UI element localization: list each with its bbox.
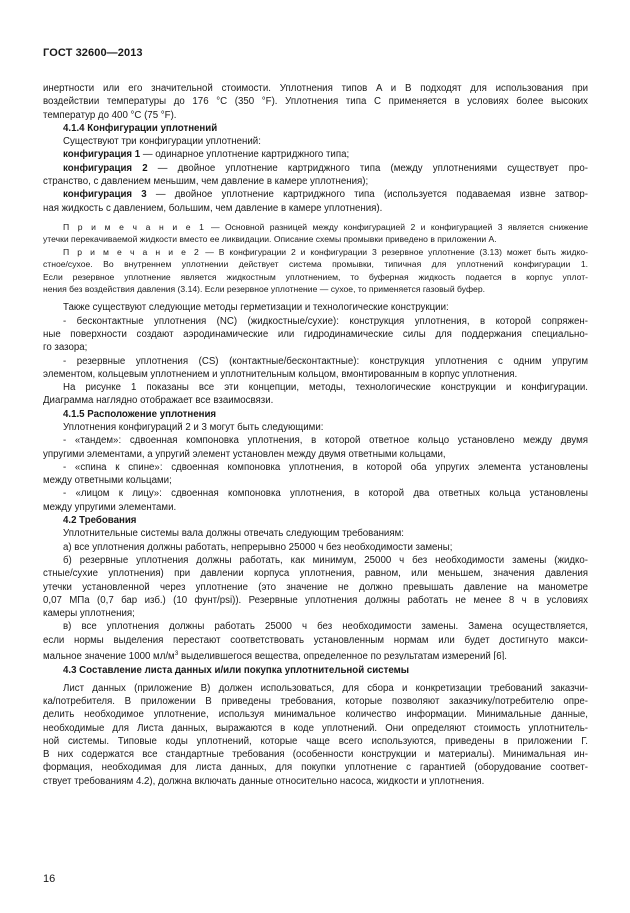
text-line: - «лицом к лицу»: сдвоенная компоновка уплотнения, в которой два ответных кольца установлены [63, 488, 588, 500]
text-line: воздействии температуры до 176 °C (350 °F). Уплотнения типа C применяется в условиях более высоких [43, 96, 588, 108]
term: конфигурация 1 [63, 149, 141, 161]
text-line: го зазора; [43, 342, 88, 354]
term: конфигурация 2 [63, 162, 148, 174]
text-line: между упругими элементами. [43, 501, 177, 513]
text-line: элементом, кольцевым уплотнением и уплотнительным кольцом, вмонтированным в корпус уплотнения. [43, 368, 518, 380]
text-line: Уплотнительные системы вала должны отвечать следующим требованиям: [63, 528, 404, 540]
note-line: утечки перекачиваемой жидкости вместо ее ликвидации. Описание схемы промывки приведено в приложении A. [43, 234, 497, 245]
text-line: На рисунке 1 показаны все эти концепции, методы, технологические конструкции и конфигурации. [63, 382, 588, 394]
text-line: Существуют три конфигурации уплотнений: [63, 136, 261, 148]
text-line: Диаграмма наглядно отображает все взаимосвязи. [43, 395, 274, 407]
note-line: нения без воздействия давления (3.14). Если резервное уплотнение — сухое, то применяется газовый буфер. [43, 283, 485, 294]
text-line: Также существуют следующие методы герметизации и технологические конструкции: [63, 302, 449, 314]
term: конфигурация 3 [63, 189, 147, 201]
text-line: б) резервные уплотнения должны работать, как минимум, 25000 ч без необходимости замены (жидко- [63, 554, 588, 566]
text-line: между ответными кольцами; [43, 475, 172, 487]
page-body [43, 82, 588, 788]
section-heading-4-1-5: 4.1.5 Расположение уплотнения [63, 408, 217, 420]
text-line: ной системы. Типовые коды уплотнений, которые чаще всего используются, приведены в приложении Г. [43, 735, 588, 747]
text-line: делить необходимое уплотнение, используя минимальное количество информации. Минимальные данные, [43, 709, 588, 721]
text-line: температур до 400 °C (75 °F). [43, 109, 177, 121]
note-line: стное/сухое. Во внутреннем уплотнении действует система промывки, типичная для уплотнений конфигурации 1. [43, 259, 588, 270]
config-2-item [43, 162, 588, 175]
text-line: в) все уплотнения должны работать 25000 ч без необходимости замены. Замена осуществляется, [63, 621, 588, 633]
text-line: ка/потребителя. В приложении B приведены требования, которые позволяют заказчику/потребителю опре- [43, 695, 588, 707]
definition: — одинарное уплотнение картриджного типа; [140, 149, 350, 161]
text-line: - резервные уплотнения (CS) (контактные/бесконтактные): конструкция уплотнения с одним упругим [63, 355, 588, 367]
page-number: 16 [43, 873, 56, 885]
text-line: 0,07 МПа (0,7 бар изб.) (10 фунт/psi)). Резервные уплотнения должны работать не менее 8 ч в условиях [43, 594, 588, 606]
text-line: В них содержатся все стандартные требования (особенности конструкции и материалы). Минимальная ин- [43, 749, 588, 761]
text-fragment: выделившегося вещества, определенное по результатам измерений [6]. [178, 651, 507, 661]
config-1-item [43, 148, 588, 161]
config-3-item [43, 188, 588, 201]
note-line: Если резервное уплотнение является жидкостным уплотнением, то буферная жидкость подается в корпус уплот- [43, 271, 588, 282]
definition: — двойное уплотнение картриджного типа (между уплотнениями существует про- [147, 162, 588, 174]
note-text: — Основной разницей между конфигурацией 2 и конфигурацией 3 является снижение [205, 221, 588, 232]
text-line: камеры уплотнения; [43, 608, 135, 620]
text-line: утечки установленной через уплотнение (это значение не должно превышать давление на манометре [43, 581, 588, 593]
text-line: формация, необходимая для листа данных, для покупки уплотнение с гарантией (оборудование соответ- [43, 762, 588, 774]
text-line: если нормы выделения перестают соответствовать установленным нормам или будет достигнуто макси- [43, 634, 588, 646]
superscript: 3 [174, 650, 179, 658]
section-heading-4-2: 4.2 Требования [63, 515, 137, 527]
definition: — двойное уплотнение картриджного типа (используется подаваемая извне затвор- [146, 189, 588, 201]
text-line: а) все уплотнения должны работать, непрерывно 25000 ч без необходимости замены; [63, 541, 453, 553]
note-1 [43, 221, 588, 233]
text-line: ствует требованиям 4.2), должна включать данные относительно насоса, жидкости и уплотнения. [43, 775, 485, 787]
section-heading-4-1-4: 4.1.4 Конфигурации уплотнений [63, 122, 218, 134]
note-label: П р и м е ч а н и е 1 [63, 221, 206, 232]
section-heading-4-3: 4.3 Составление листа данных и/или покупка уплотнительной системы [63, 665, 410, 677]
text-line: инертности или его значительной стоимости. Уплотнения типов A и B подходят для использования при [43, 83, 588, 94]
text-line: Лист данных (приложение B) должен использоваться, для сбора и конкретизации требований заказчи- [63, 682, 588, 694]
text-line: - бесконтактные уплотнения (NC) (жидкостные/сухие): конструкция уплотнения, в которой сопряжен- [63, 315, 588, 327]
text-line: стные/сухие уплотнения) при давлении корпуса уплотнения, равном, или меньшем, значения давления [43, 568, 588, 580]
text-fragment: мальное значение 1000 мл/м [43, 651, 175, 661]
text-line: - «тандем»: сдвоенная компоновка уплотнения, в которой ответное кольцо установлено между двумя [63, 435, 588, 447]
text-line: странство, с давлением меньшим, чем давление в камере уплотнения); [43, 176, 369, 188]
running-header: ГОСТ 32600—2013 [43, 47, 143, 59]
text-line: упругими элементами, а упругий элемент установлен между двумя ответными кольцами, [43, 448, 446, 460]
note-label: П р и м е ч а н и е 2 [63, 246, 201, 257]
text-line: - «спина к спине»: сдвоенная компоновка уплотнения, в которой оба упругих элемента установлены [63, 461, 588, 473]
note-text: — В конфигурации 2 и конфигурации 3 резервное уплотнение (3.13) может быть жидко- [200, 246, 588, 257]
note-2 [43, 246, 588, 258]
text-line: необходимые для Листа данных, выражаются в коде уплотнений. Они определяют стоимость уплотнитель- [43, 722, 588, 734]
text-line: Уплотнения конфигураций 2 и 3 могут быть следующими: [63, 421, 324, 433]
text-line: ная жидкость с давлением, большим, чем давление в камере уплотнения). [43, 202, 383, 214]
text-line-with-superscript [43, 647, 588, 660]
text-line: ные поверхности создают аэродинамические или гидродинамические силы для поддержания специально- [43, 328, 588, 340]
